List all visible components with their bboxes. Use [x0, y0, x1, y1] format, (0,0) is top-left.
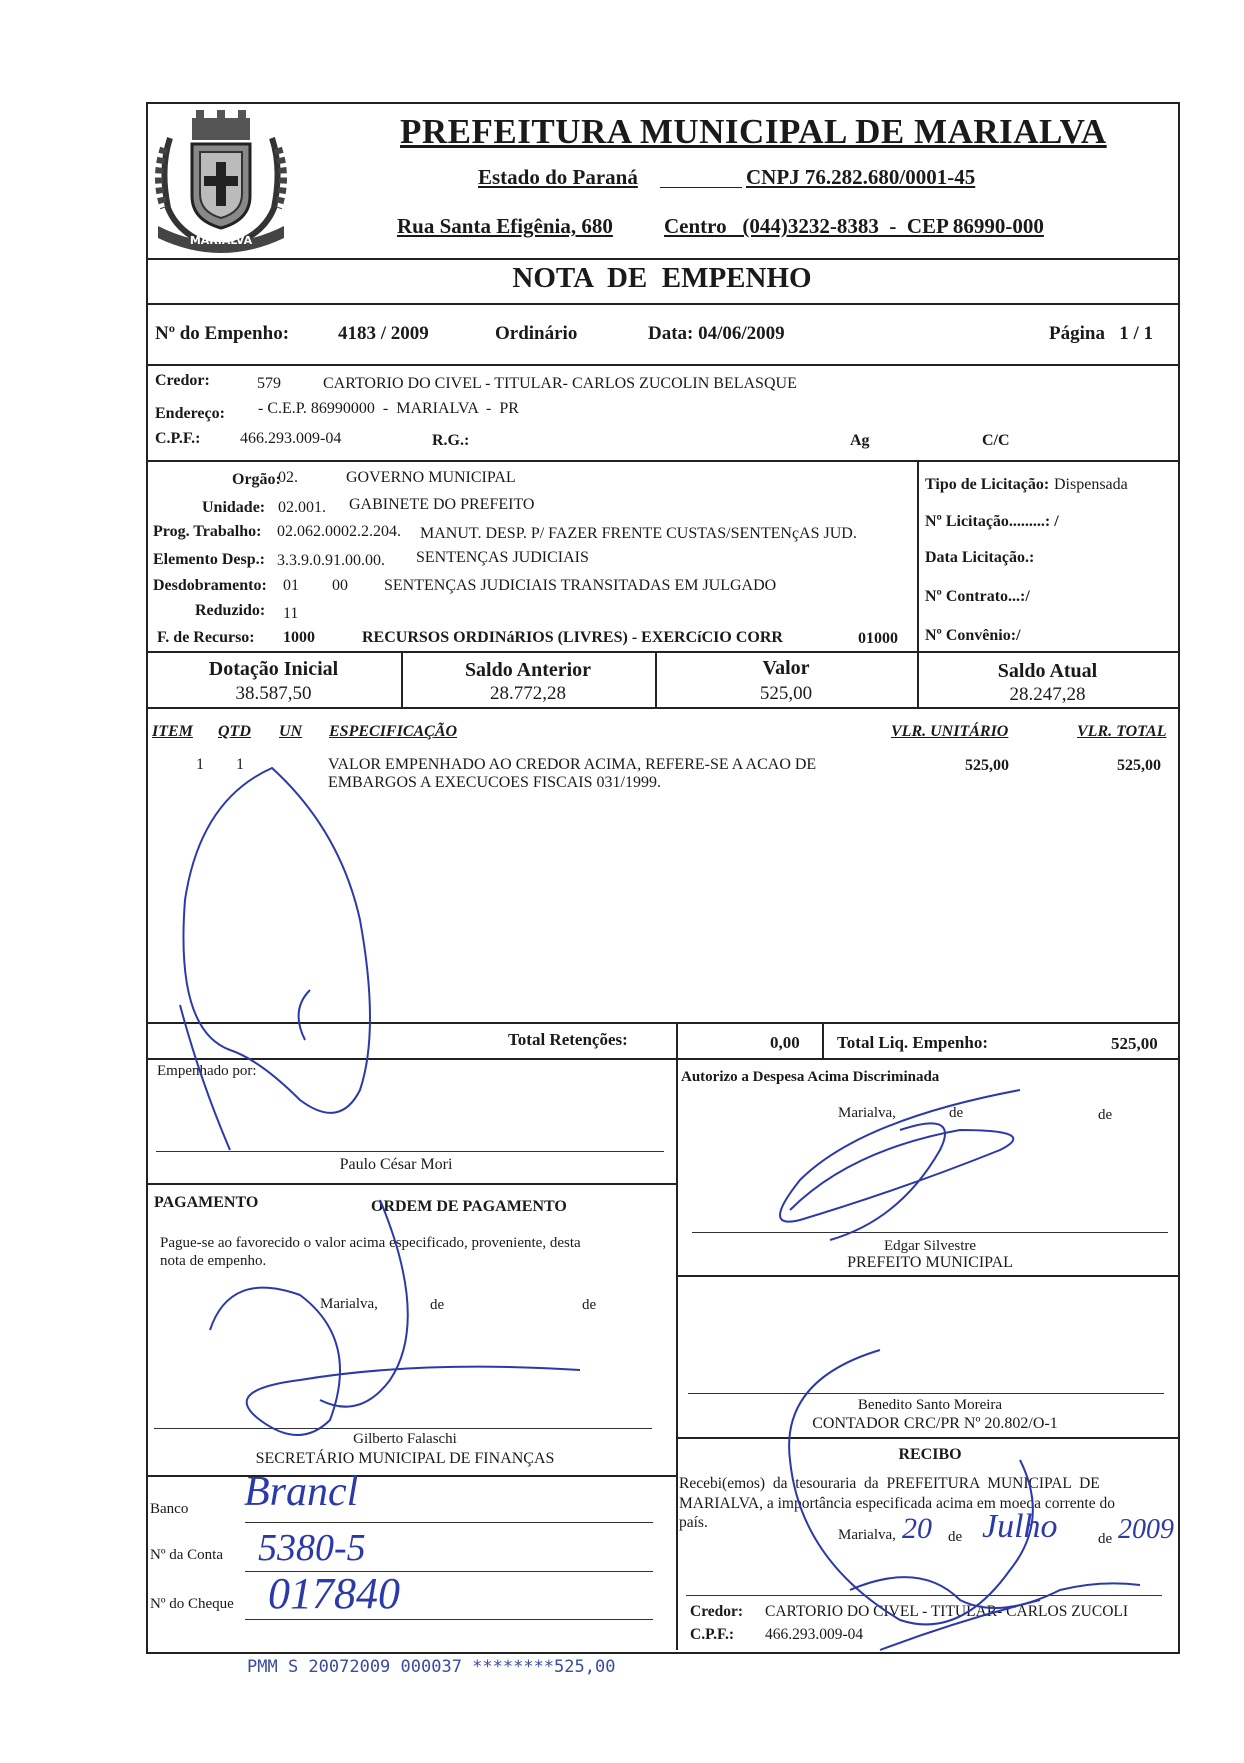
reduzido-value: 11	[283, 605, 299, 622]
signature-line	[688, 1393, 1164, 1394]
credor-rg-label: R.G.:	[432, 432, 470, 449]
desdobramento-name: SENTENÇAS JUDICIAIS TRANSITADAS EM JULGADO	[384, 577, 777, 594]
field-line	[245, 1522, 653, 1523]
desdobramento-label: Desdobramento:	[153, 577, 267, 594]
pagamento-text1: Pague-se ao favorecido o valor acima especificado, proveniente, desta	[160, 1235, 581, 1251]
licitacao-contrato: Nº Contrato...:/	[925, 588, 1030, 605]
item-vlr-total: 525,00	[1117, 757, 1161, 774]
divider-vertical	[676, 1022, 678, 1058]
col-vlr-unitario: VLR. UNITÁRIO	[891, 723, 1009, 740]
licitacao-numero: Nº Licitação.........: /	[925, 513, 1059, 530]
licitacao-convenio: Nº Convênio:/	[925, 627, 1021, 644]
empenho-number: 4183 / 2009	[338, 323, 429, 344]
retencoes-value: 0,00	[770, 1033, 800, 1052]
credor-address-label: Endereço:	[155, 405, 225, 422]
recibo-cpf: 466.293.009-04	[765, 1626, 864, 1643]
pagamento-city: Marialva,	[320, 1296, 378, 1312]
recibo-title: RECIBO	[898, 1446, 962, 1463]
recibo-city: Marialva,	[838, 1527, 896, 1543]
prog-label: Prog. Trabalho:	[153, 523, 262, 540]
autorizo-role: PREFEITO MUNICIPAL	[847, 1254, 1013, 1271]
elemento-name: SENTENÇAS JUDICIAIS	[416, 549, 589, 566]
divider	[146, 1022, 1178, 1024]
divider-vertical	[917, 460, 919, 652]
col-un: UN	[279, 723, 303, 740]
contador-role: CONTADOR CRC/PR Nº 20.802/O-1	[812, 1415, 1058, 1432]
empenho-date: Data: 04/06/2009	[648, 323, 785, 344]
recibo-de1: de	[948, 1529, 963, 1545]
recurso-ref: 01000	[858, 630, 898, 647]
credor-cpf-label: C.P.F.:	[155, 430, 201, 447]
orgao-name: GOVERNO MUNICIPAL	[346, 469, 516, 486]
autorizo-name: Edgar Silvestre	[883, 1238, 977, 1254]
divider	[146, 1183, 676, 1185]
divider	[146, 1058, 1178, 1060]
licitacao-data: Data Licitação.:	[925, 549, 1035, 566]
autorizo-de2: de	[1098, 1107, 1113, 1123]
prog-code: 02.062.0002.2.204.	[277, 523, 401, 540]
divider-vertical	[676, 1058, 678, 1650]
crest-text: MARIALVA	[189, 234, 253, 247]
header-cnpj: CNPJ 76.282.680/0001-45	[746, 165, 976, 189]
desdobramento-sub: 00	[332, 577, 348, 594]
cheque-label: Nº do Cheque	[150, 1596, 234, 1612]
col-qtd: QTD	[218, 723, 251, 740]
empenho-type: Ordinário	[495, 323, 578, 344]
pagamento-de2: de	[582, 1297, 597, 1313]
divider	[146, 303, 1178, 305]
recurso-name: RECURSOS ORDINáRIOS (LIVRES) - EXERCíCIO CORR	[362, 629, 783, 646]
divider	[146, 460, 1178, 462]
signature-line	[154, 1428, 652, 1429]
recibo-de2: de	[1098, 1531, 1113, 1547]
empenhado-label: Empenhado por:	[157, 1063, 257, 1079]
empenho-page: Página 1 / 1	[1049, 323, 1153, 344]
recibo-month-handwritten: Julho	[982, 1508, 1058, 1545]
recurso-label: F. de Recurso:	[157, 629, 255, 646]
pagamento-text2: nota de empenho.	[160, 1253, 267, 1269]
header-district-phone-cep: Centro (044)3232-8383 - CEP 86990-000	[664, 214, 1044, 238]
unidade-name: GABINETE DO PREFEITO	[349, 496, 535, 513]
recibo-text3: país.	[679, 1514, 708, 1531]
recibo-text2: MARIALVA, a importância especificada acima em moeda corrente do	[679, 1495, 1115, 1512]
autorizo-city: Marialva,	[838, 1105, 896, 1121]
payment-stamp: PMM S 20072009 000037 ********525,00	[247, 1657, 616, 1677]
banco-handwritten: Brancl	[244, 1469, 359, 1515]
empenhado-name: Paulo César Mori	[339, 1156, 453, 1173]
elemento-label: Elemento Desp.:	[153, 551, 265, 568]
unidade-code: 02.001.	[278, 499, 326, 516]
saldo-atual-label: Saldo Atual	[997, 660, 1098, 682]
conta-label: Nº da Conta	[150, 1547, 223, 1563]
pagamento-title: PAGAMENTO	[154, 1194, 259, 1211]
autorizo-de1: de	[949, 1105, 964, 1121]
saldo-anterior-value: 28.772,28	[490, 683, 566, 704]
credor-address: - C.E.P. 86990000 - MARIALVA - PR	[258, 400, 519, 417]
item-number: 1	[196, 756, 204, 773]
pagamento-name: Gilberto Falaschi	[353, 1431, 457, 1447]
recibo-year-handwritten: 2009	[1118, 1514, 1174, 1545]
doc-title: NOTA DE EMPENHO	[512, 262, 812, 294]
liquido-value: 525,00	[1111, 1034, 1158, 1053]
contador-name: Benedito Santo Moreira	[857, 1397, 1003, 1413]
divider	[146, 707, 1178, 709]
recibo-credor-name: CARTORIO DO CIVEL - TITULAR- CARLOS ZUCOLI	[765, 1603, 1129, 1620]
divider	[146, 1475, 676, 1477]
recibo-text1: Recebi(emos) da tesouraria da PREFEITURA MUNICIPAL DE	[679, 1475, 1100, 1492]
recurso-code: 1000	[283, 629, 315, 646]
divider	[676, 1275, 1178, 1277]
licitacao-tipo: Dispensada	[1054, 476, 1128, 493]
field-line	[245, 1619, 653, 1620]
pagamento-de1: de	[430, 1297, 445, 1313]
divider	[146, 364, 1178, 366]
divider	[146, 651, 1178, 653]
unidade-label: Unidade:	[202, 499, 266, 516]
divider-vertical	[822, 1022, 824, 1058]
header-state-line	[660, 187, 742, 188]
municipal-crest	[150, 108, 292, 256]
credor-name: CARTORIO DO CIVEL - TITULAR- CARLOS ZUCOLIN BELASQUE	[323, 375, 797, 392]
cheque-handwritten: 017840	[268, 1569, 400, 1618]
conta-handwritten: 5380-5	[258, 1527, 366, 1569]
item-qtd: 1	[236, 756, 244, 773]
orgao-label: Orgão:	[232, 471, 281, 488]
ordem-pagamento-title: ORDEM DE PAGAMENTO	[371, 1198, 567, 1215]
recibo-credor-label: Credor:	[690, 1603, 744, 1620]
liquido-label: Total Liq. Empenho:	[837, 1033, 988, 1052]
reduzido-label: Reduzido:	[195, 602, 266, 619]
pagamento-role: SECRETÁRIO MUNICIPAL DE FINANÇAS	[255, 1450, 555, 1467]
divider	[146, 258, 1178, 260]
header-state: Estado do Paraná	[478, 165, 638, 189]
col-item: ITEM	[152, 723, 193, 740]
header-address: Rua Santa Efigênia, 680	[397, 214, 613, 238]
recibo-day-handwritten: 20	[902, 1512, 932, 1545]
item-desc-line1: VALOR EMPENHADO AO CREDOR ACIMA, REFERE-SE A ACAO DE	[328, 756, 817, 773]
retencoes-label: Total Retenções:	[508, 1030, 628, 1049]
licitacao-tipo-label: Tipo de Licitação:	[925, 476, 1050, 493]
empenho-label: Nº do Empenho:	[155, 323, 290, 344]
item-desc-line2: EMBARGOS A EXECUCOES FISCAIS 031/1999.	[328, 774, 661, 791]
divider	[676, 1437, 1178, 1439]
saldo-atual-value: 28.247,28	[1009, 684, 1086, 705]
col-vlr-total: VLR. TOTAL	[1077, 723, 1167, 740]
dotacao-inicial-value: 38.587,50	[235, 683, 312, 704]
desdobramento-code: 01	[283, 577, 299, 594]
signature-line	[692, 1232, 1168, 1233]
col-especificacao: ESPECIFICAÇÃO	[329, 723, 458, 740]
autorizo-title: Autorizo a Despesa Acima Discriminada	[681, 1069, 940, 1085]
credor-code: 579	[257, 375, 281, 392]
orgao-code: 02.	[278, 469, 298, 486]
elemento-code: 3.3.9.0.91.00.00.	[277, 552, 385, 569]
credor-cc-label: C/C	[982, 432, 1010, 449]
credor-label: Credor:	[155, 372, 210, 389]
dotacao-inicial-label: Dotação Inicial	[208, 658, 339, 680]
banco-label: Banco	[150, 1501, 189, 1517]
item-vlr-unitario: 525,00	[965, 757, 1009, 774]
credor-ag-label: Ag	[850, 432, 870, 449]
signature-line	[686, 1595, 1162, 1596]
valor-label: Valor	[762, 657, 810, 679]
signature-line	[156, 1151, 664, 1152]
prog-name: MANUT. DESP. P/ FAZER FRENTE CUSTAS/SENTENçAS JUD.	[420, 525, 857, 542]
valor-value: 525,00	[759, 683, 813, 704]
recibo-cpf-label: C.P.F.:	[690, 1626, 735, 1643]
header-title: PREFEITURA MUNICIPAL DE MARIALVA	[400, 112, 1107, 151]
saldo-anterior-label: Saldo Anterior	[464, 659, 592, 681]
credor-cpf: 466.293.009-04	[240, 430, 342, 447]
